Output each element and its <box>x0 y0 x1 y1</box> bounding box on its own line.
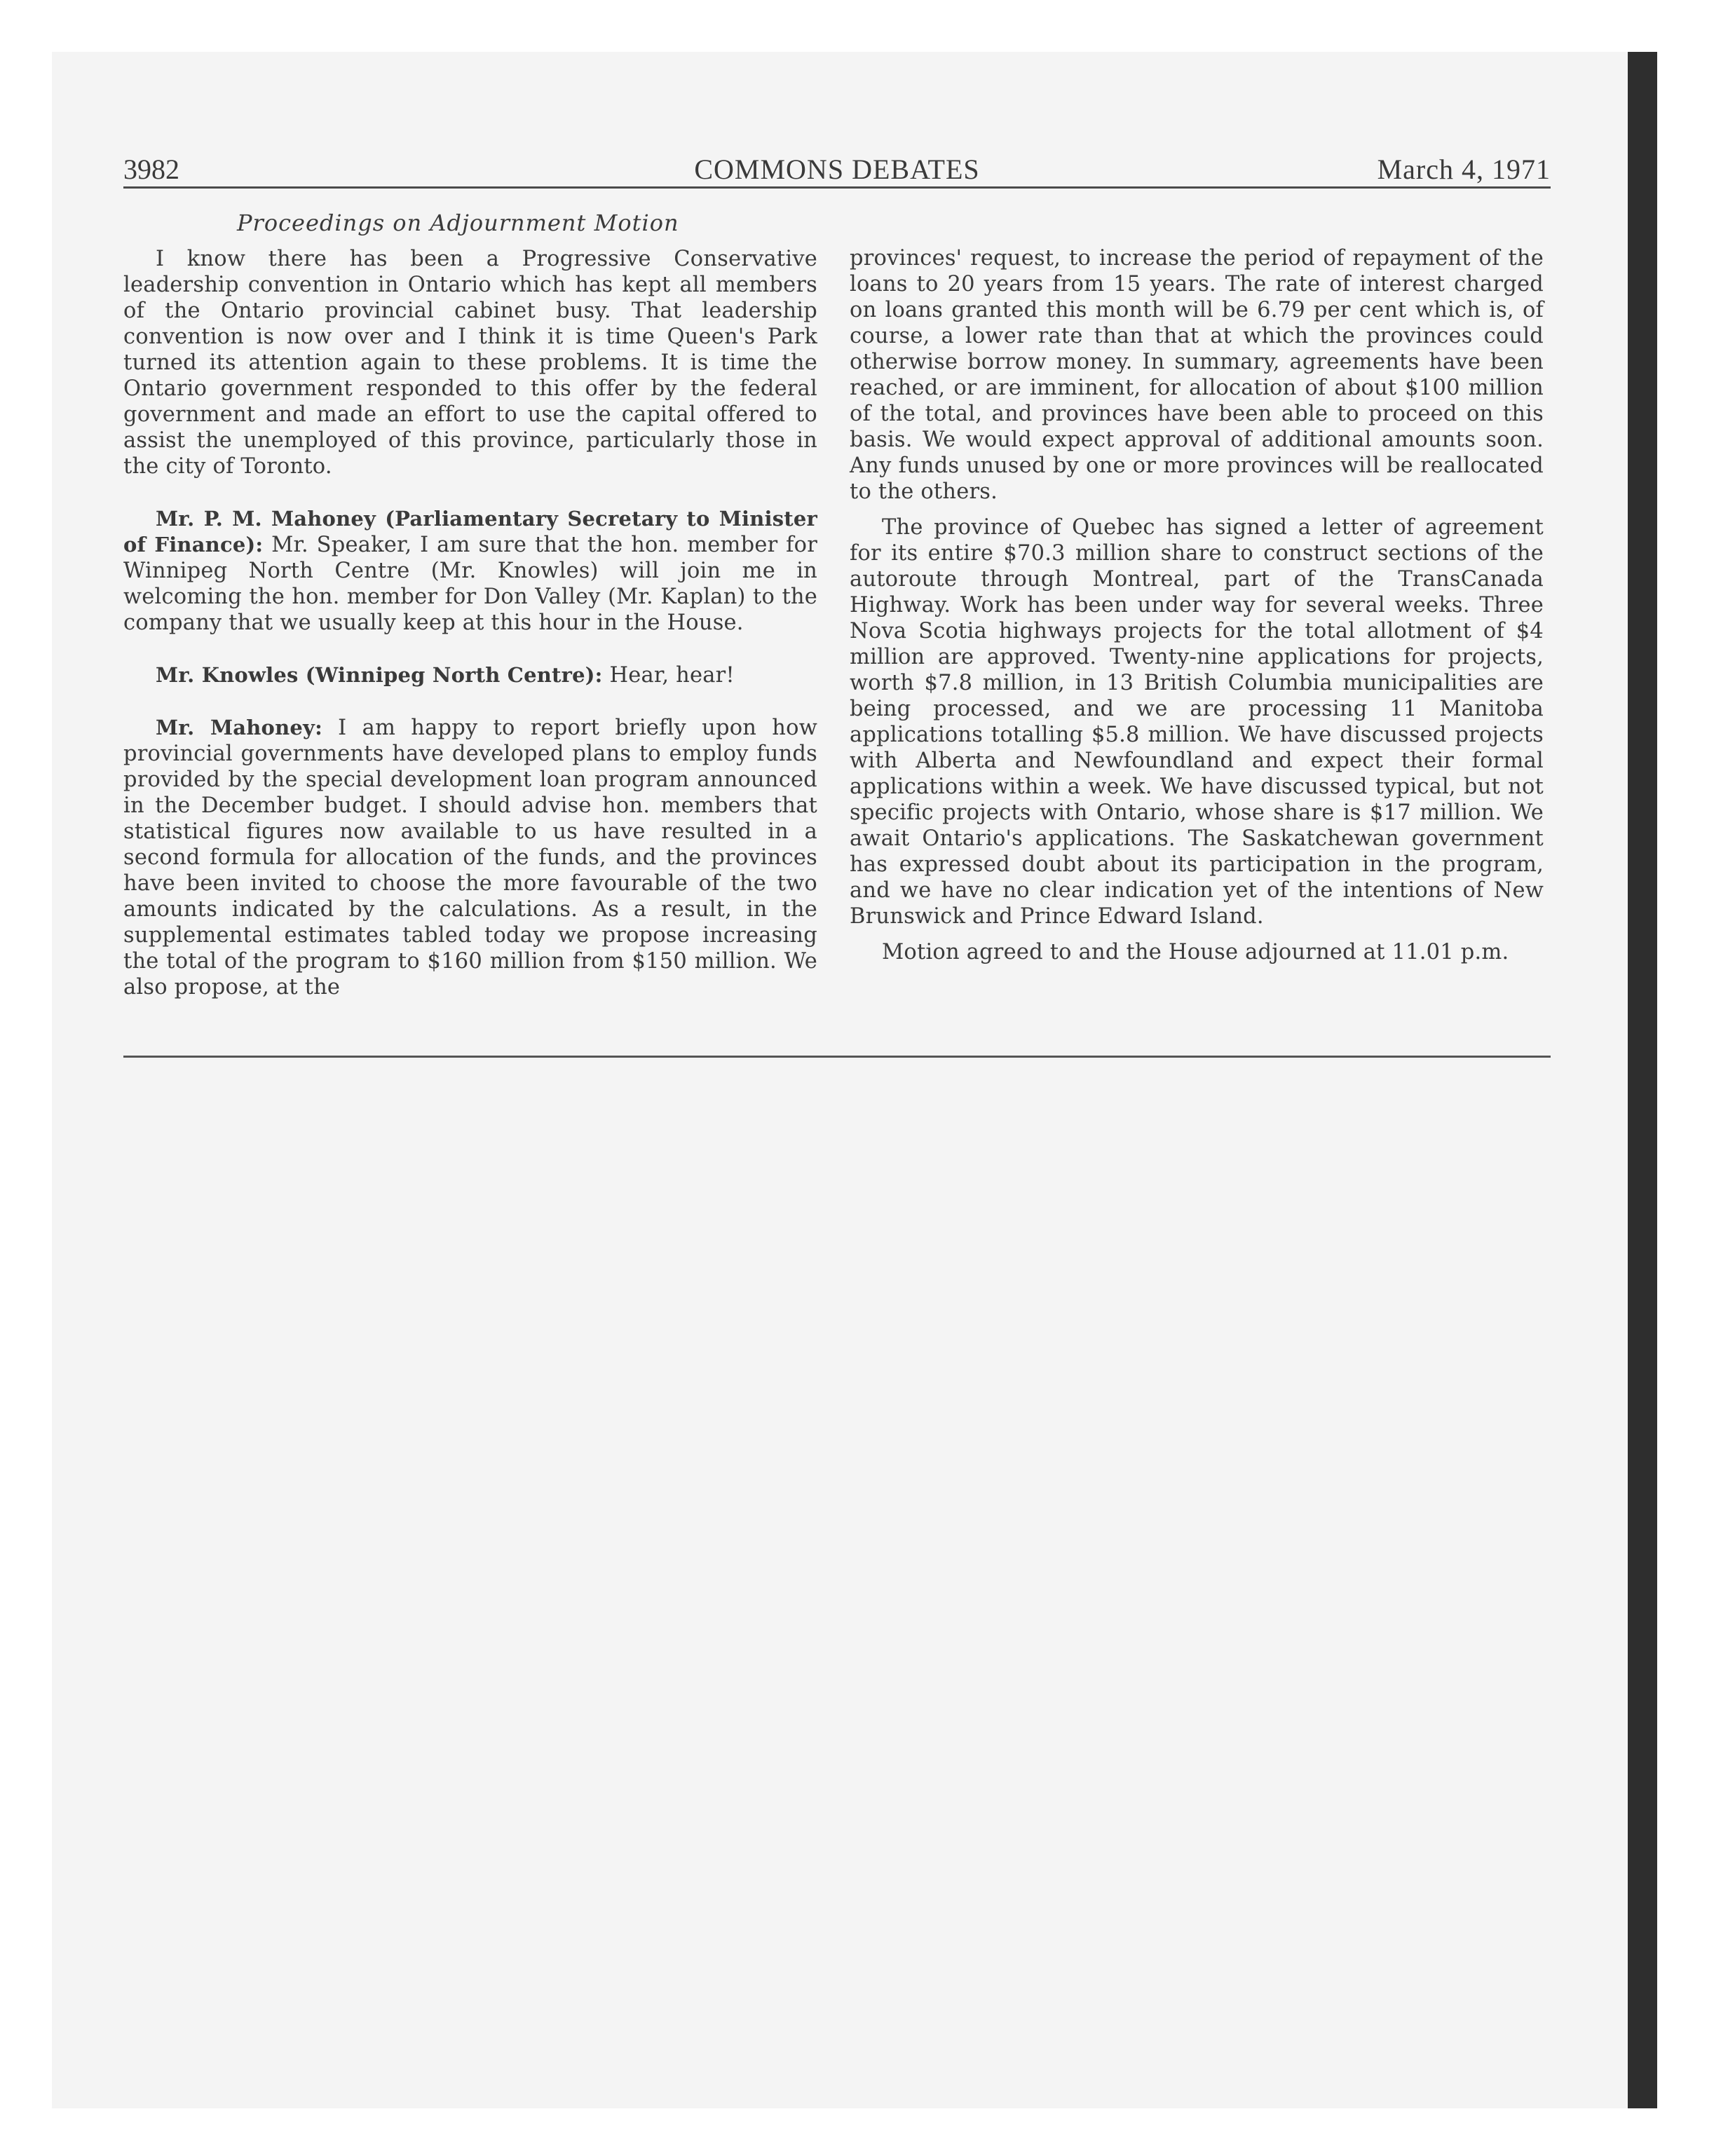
header-rule <box>123 186 1551 189</box>
left-column <box>123 210 817 1000</box>
speaker-name: Mr. P. M. Mahoney (Parliamentary Secretary to Minister of Finance): <box>123 507 817 557</box>
page-number: 3982 <box>123 153 179 185</box>
adjournment-note: Motion agreed to and the House adjourned at 11.01 p.m. <box>882 940 1509 964</box>
end-rule <box>123 1056 1551 1058</box>
speaker-name: Mr. Mahoney: <box>156 716 322 739</box>
speech-paragraph <box>123 715 817 1000</box>
speech-paragraph <box>123 662 817 688</box>
page-header <box>123 150 1551 189</box>
right-column <box>850 245 1544 965</box>
opening-paragraph: I know there has been a Progressive Conservative leadership convention in Ontario which has kept all members of the Ontario provincial cabinet busy. That leadership convention is now over and I think it is time Queen's Park turned its attention again to these problems. It is time the Ontario government responded to this offer by the federal government and made an effort to use the capital offered to assist the unemployed of this province, particularly those in the city of Toronto. <box>123 247 817 479</box>
continued-paragraph: provinces' request, to increase the period of repayment of the loans to 20 years from 15 years. The rate of interest charged on loans granted this month will be 6.79 per cent which is, of course, a lower rate than that at which the provinces could otherwise borrow money. In summary, agreements have been reached, or are imminent, for allocation of about $100 million of the total, and provinces have been able to proceed on this basis. We would expect approval of additional amounts soon. Any funds unused by one or more provinces will be reallocated to the others. <box>850 246 1544 504</box>
speech-paragraph <box>123 506 817 636</box>
section-title: Proceedings on Adjournment Motion <box>237 210 679 236</box>
body-paragraph: The province of Quebec has signed a letter of agreement for its entire $70.3 million share to construct sections of the autoroute through Montreal, part of the TransCanada Highway. Work has been under way for several weeks. Three Nova Scotia highways projects for the total allotment of $4 million are approved. Twenty-nine applications for projects, worth $7.8 million, in 13 British Columbia municipalities are being processed, and we are processing 11 Manitoba applications totalling $5.8 million. We have discussed projects with Alberta and Newfoundland and expect their formal applications within a week. We have discussed typical, but not specific projects with Ontario, whose share is $17 million. We await Ontario's applications. The Saskatchewan government has expressed doubt about its participation in the program, and we have no clear indication yet of the intentions of New Brunswick and Prince Edward Island. <box>850 515 1544 929</box>
scan-edge-strip <box>1628 52 1657 2108</box>
publication-title: COMMONS DEBATES <box>694 153 980 185</box>
publication-date: March 4, 1971 <box>1377 153 1551 185</box>
speech-text: Mr. Speaker, I am sure that the hon. member for Winnipeg North Centre (Mr. Knowles) will join me in welcoming the hon. member for Don Valley (Mr. Kaplan) to the company that we usually keep at this hour in the House. <box>123 533 817 635</box>
speech-text: Hear, hear! <box>609 663 735 688</box>
speaker-name: Mr. Knowles (Winnipeg North Centre): <box>156 663 603 687</box>
speech-text: I am happy to report briefly upon how provincial governments have developed plans to employ funds provided by the special development loan program announced in the December budget. I should advise hon. members that statistical figures now available to us have resulted in a second formula for allocation of the funds, and the provinces have been invited to choose the more favourable of the two amounts indicated by the calculations. As a result, in the supplemental estimates tabled today we propose increasing the total of the program to $160 million from $150 million. We also propose, at the <box>123 716 817 999</box>
